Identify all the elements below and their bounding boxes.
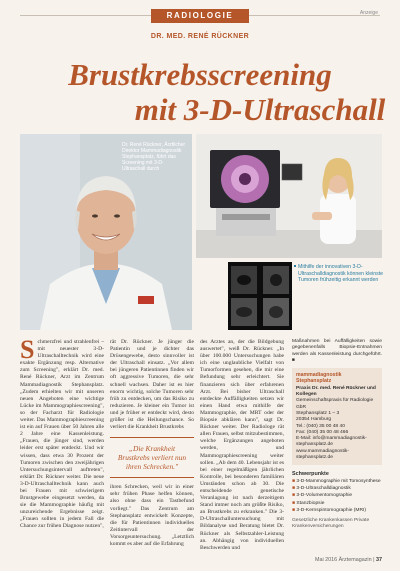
focus-item: ■ 3-D-Volumentomographie: [292, 492, 382, 499]
focus-title: Schwerpunkte: [292, 471, 329, 478]
contact-fax: Fax: (040) 35 00 48 466: [296, 429, 349, 435]
contact-website: www.mammadiagnostik-stephansplatz.de: [296, 448, 349, 461]
insurance-note: Gesetzliche Krankenkassen Private Krankenversicherungen: [292, 518, 370, 530]
ultrasound-scan-image: [228, 262, 292, 330]
headline-line-1: Brustkrebsscreening: [68, 57, 332, 92]
column-3-text: des Arztes an, der die Bildgebung auswertet", weiß Dr. Rückner. „In über 100.000 Untersuchungen habe ich eine unglaubliche Vielfalt von Tumorformen gesehen, die mir eine Befundung sehr erleichtert. Sie finanzieren sich über erfahrenen Arzt. Bei bisher Ultraschall entdeckte Auffälligkeiten setzen wir einen Hand etwa mithilfe der Mammographie, der MRT oder der Biopsie abklären kann", sagt Dr. Rückner weiter. Der Radiologe rät allen Frauen, selbst mitzubestimmen, welche Ergänzungen angeboten werden, und Mammographiescreening weiter sollen. „Ab dem 40. Lebensjahr ist es bei einer regelmäßigen jährlichen Kontrolle, bei besonderen familiären Umständen schon ab 30. Die entscheidende genetische Veranlagung ist nach derzeitigem Stand immer noch am größte Risiko, an Brustkrebs zu erkranken." Die 3-D-Ultraschalluntersuchung mit Bildanalyse und Beratung bietet Dr. Rückner als Selbstzahler-Leistung an. Abhängig von individuellen Beschwerden und: [200, 339, 284, 551]
contact-line: Stephansplatz 1 – 3: [296, 410, 340, 416]
scan-illustration: [228, 262, 292, 330]
article-column-3: [200, 339, 284, 552]
ultrasound-room-illustration: [196, 134, 382, 258]
focus-list: [292, 478, 382, 514]
page-number: 37: [376, 557, 382, 563]
contact-email: E-Mail: info@mammadiagnostik-stephansplatz.de: [296, 436, 367, 448]
focus-item: ■ 3-D-Ultraschalldiagnostik: [292, 485, 382, 492]
contact-heading: mammadiagnostik Stephansplatz: [296, 372, 342, 385]
article-column-1: [20, 335, 104, 531]
contact-line: 20354 Hamburg: [296, 417, 332, 423]
author-line: DR. MED. RENÉ RÜCKNER: [150, 33, 250, 40]
sidebar: [292, 339, 382, 531]
portrait-caption: Dr. René Rückner, Ärztlicher Direktor Mammadiagnostik Stephansplatz, führt das Screening mit 3-D-Ultraschall durch: [122, 142, 186, 172]
column-2-text-b: ihren Schrecken, weil wir in einer sehr frühen Phase helfen können, also ohne dass ein Tastbefund vorliegt." Das Zentrum am Stephansplatz entwickelt Konzepte, die für Patientinnen individuelles Zeitintervall der Vorsorgeuntersuchung. „Letztlich kommt es aber auf die Erfahrung: [110, 484, 194, 547]
column-1-text: chmerzfrei und strahlenfrei – mit neuester 3-D-Ultraschalltechnik wird eine exakte Ergänzung resp. Alternative zum Screening", erklärt Dr. med. René Rückner, Arzt im Zentrum Mammadiagnostik Stephansplatz. „Zudem erhielten wir mit unseren neuen Angeboten eine wichtige Lücke im Mammographiescreening", so der Facharzt für Radiologie weiter. Das Mammographiescreening ist ein auf Frauen über 50 Jahren alle 2 Jahre eine Kassenleistung. „Frauen, die jünger sind, werden leider erst später entdeckt. Und wir wissen, dass etwa 30 Prozent der Tumoren zwischen den zweijährigen Untersuchungsintervall auftreten", erklärt Dr. Rückner weiter. Die neue 3-D-Ultraschalltechnik kann auch bei Frauen mit schwierigem Brustgewebe eingesetzt werden, da sie die Mammographie häufig mit unzureichende Ergebnisse zeigt. „Frauen sollten in jedem Fall die Chance zur frühen Diagnose nutzen",: [20, 339, 104, 530]
section-rubric: RADIOLOGIE: [151, 9, 249, 23]
focus-item: ■ 3-D-Mammographie mit Tomosynthese: [292, 478, 382, 485]
issue-label: Mai 2016 Ärztemagazin: [314, 557, 372, 563]
scan-caption: Mithilfe der innovativen 3-D-Ultraschalldiagnostik können kleinste Tumoren frühzeitig erkannt werden: [298, 264, 384, 283]
contact-line: Gemeinschaftspraxis für Radiologie GbR: [296, 398, 374, 410]
section-bar: [0, 9, 400, 23]
drop-cap: S: [20, 335, 35, 364]
doctor-portrait-photo: [20, 134, 192, 330]
contact-phone: Tel.: (040) 35 00 48 40: [296, 423, 345, 429]
focus-item: ■ 3-D-Kernspintomographie (MRI): [292, 507, 382, 514]
ad-tag: Anzeige: [359, 10, 378, 16]
focus-item: ■ Stanzbiopsie: [292, 500, 382, 507]
contact-line: Praxis Dr. med. René Rückner und Kollegen: [296, 385, 376, 398]
column-2-text: rät Dr. Rückner. Je jünger die Patientin und je dichter das Drüsengewebe, desto sinnvoller ist der Ultraschall einsatz. „Vor allem bei jüngeren Patientinnen finden wir oft aggressive Tumoren, die sehr schnell wachsen. Daher ist es hier enorm wichtig, solche Tumoren sehr früh zu entdecken, um das Risiko zu reduzieren. Je kleiner ein Tumor ist und je früher er entdeckt wird, desto größer ist die Heilungschance. So verliert die Krankheit Brustkrebs: [110, 339, 194, 431]
page-footer: Mai 2016 Ärztemagazin | 37: [314, 557, 382, 563]
article-column-2: [110, 339, 194, 548]
sidebar-intro: Maßnahmen bei Auffälligkeiten sowie gegebenenfalls Biopsie-Entnahmen werden als Kassenleistung durchgeführt. ■: [292, 339, 382, 363]
pull-quote: „Die Krankheit Brustkrebs verliert nun ihren Schrecken.": [110, 437, 194, 478]
contact-box: [292, 368, 382, 465]
headline-line-2: mit 3-D-Ultraschall: [134, 92, 386, 127]
ultrasound-room-photo: [196, 134, 382, 258]
